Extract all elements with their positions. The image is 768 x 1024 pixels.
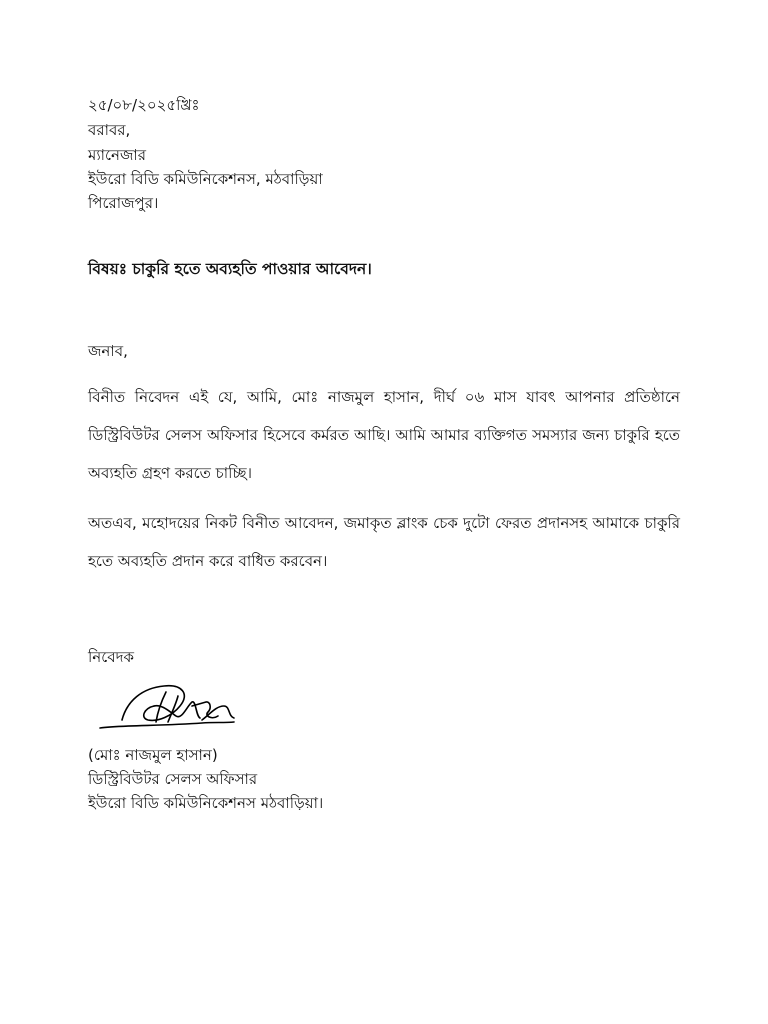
body-paragraph-1: বিনীত নিবেদন এই যে, আমি, মোঃ নাজমুল হাসান, দীর্ঘ ০৬ মাস যাবৎ আপনার প্রতিষ্ঠানে ডিস্ট্রিবিউটর সেলস অফিসার হিসেবে কর্মরত আছি। আমি আমার ব্যক্তিগত সমস্যার জন্য চাকুরি হতে অব্যহতি গ্রহণ করতে চাচ্ছি। bbox=[88, 388, 680, 482]
closing: নিবেদক bbox=[88, 648, 134, 666]
letter-subject: বিষয়ঃ চাকুরি হতে অব্যহতি পাওয়ার আবেদন। bbox=[88, 260, 372, 278]
salutation: জনাব, bbox=[88, 342, 128, 360]
recipient-title: ম্যানেজার bbox=[88, 146, 147, 164]
sender-title: ডিস্ট্রিবিউটর সেলস অফিসার bbox=[88, 770, 258, 788]
sender-org: ইউরো বিডি কমিউনিকেশনস মঠবাড়িয়া। bbox=[88, 794, 324, 812]
letter-to: বরাবর, bbox=[88, 121, 131, 139]
letter-date: ২৫/০৮/২০২৫খ্রিঃ bbox=[88, 96, 200, 114]
sender-name: (মোঃ নাজমুল হাসান) bbox=[88, 746, 218, 764]
recipient-district: পিরোজপুর। bbox=[88, 194, 159, 212]
recipient-org: ইউরো বিডি কমিউনিকেশনস, মঠবাড়িয়া bbox=[88, 170, 323, 188]
body-paragraph-2: অতএব, মহোদয়ের নিকট বিনীত আবেদন, জমাকৃত ব্লাংক চেক দুটো ফেরত প্রদানসহ আমাকে চাকুরি হতে অব্যহতি প্রদান করে বাধিত করবেন। bbox=[88, 514, 680, 570]
signature-image bbox=[92, 676, 242, 736]
